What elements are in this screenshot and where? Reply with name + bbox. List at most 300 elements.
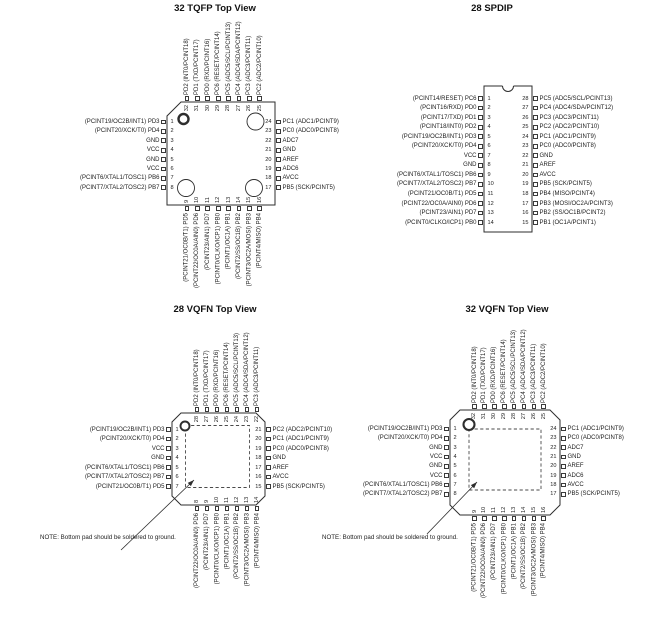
spdip28-pin-11-square [478, 192, 483, 197]
spdip28-pin-2-number: 2 [487, 105, 491, 112]
vqfn28-pin-11-number: 11 [224, 496, 230, 503]
tqfp32-pin-2-square [161, 129, 166, 134]
vqfn28-pin-11-square [225, 506, 230, 511]
tqfp32-pin-11-number: 11 [204, 196, 211, 203]
tqfp32-pin-24-number: 24 [265, 119, 272, 125]
tqfp32-pin-31-label: PD1 (TXD/PCINT17) [194, 38, 201, 95]
spdip28-pin-12-label: (PCINT22/OC0A/AIN0) PD6 [401, 200, 477, 207]
spdip28-pin-20-square [533, 173, 538, 178]
spdip28-pin-24-number: 24 [522, 133, 529, 140]
spdip28-pin-13-square [478, 211, 483, 216]
vqfn32-pin-2-label: (PCINT20/XCK/T0) PD4 [377, 435, 443, 442]
spdip28-pin-1-label: (PCINT14/RESET) PC6 [412, 95, 477, 102]
spdip28-pin-21-number: 21 [522, 162, 529, 169]
vqfn28-pin-20-number: 20 [255, 436, 262, 442]
vqfn32-pin-30-number: 30 [491, 412, 498, 419]
spdip28-pin-24-label: PC1 (ADC1/PCINT9) [539, 133, 596, 140]
vqfn32-pin-32-square [472, 404, 477, 409]
tqfp32-pin-19-square [276, 167, 281, 172]
spdip28-pin-28-square [533, 96, 538, 101]
vqfn32-pin-12-square [502, 516, 507, 521]
spdip28-pin-7-label: VCC [463, 152, 477, 159]
spdip28-pin-20-label: AVCC [539, 171, 556, 178]
spdip28-pin-18-label: PB4 (MISO/PCINT4) [539, 191, 595, 197]
vqfn28-pin-23-label: PC4 (ADC4/SDA/PCINT12) [244, 331, 250, 406]
tqfp32-pin-7-label: (PCINT6/XTAL1/TOSC1) PB6 [80, 175, 160, 182]
vqfn28-pin-16-label: AVCC [272, 474, 289, 480]
spdip28-pin-16-number: 16 [522, 210, 529, 217]
tqfp32-pin-17-label: PB5 (SCK/PCINT5) [282, 184, 335, 191]
vqfn32-pin-31-number: 31 [481, 412, 488, 419]
spdip28-pin-4-number: 4 [487, 124, 491, 131]
tqfp32-pin-11-label: (PCINT23/AIN1) PD7 [204, 212, 211, 270]
spdip28-pin-7-number: 7 [487, 152, 491, 159]
tqfp32-pin-13-number: 13 [225, 196, 232, 203]
tqfp32-pin-1-label: (PCINT19/OC2B/INT1) PD3 [84, 119, 160, 125]
vqfn32-pin-18-label: AVCC [567, 482, 584, 489]
tqfp32-pin-8-label: (PCINT7/XTAL2/TOSC2) PB7 [80, 184, 160, 191]
vqfn32-pin-11-label: (PCINT23/AIN1) PD7 [491, 522, 498, 580]
vqfn28-pin-18-square [266, 456, 271, 461]
spdip28-pin-12-number: 12 [487, 200, 494, 207]
tqfp32-pin-30-number: 30 [204, 104, 211, 111]
tqfp32-pin-29-square [216, 96, 221, 101]
vqfn32-pin-11-number: 11 [491, 506, 498, 513]
vqfn28-pin-5-number: 5 [175, 464, 179, 471]
spdip28-pin-25-square [533, 125, 538, 130]
spdip28-pin-13-number: 13 [487, 210, 494, 217]
tqfp32-pin-8-square [161, 185, 166, 190]
spdip28-pin-20-number: 20 [522, 171, 529, 178]
vqfn32-pin-3-square [444, 445, 449, 450]
vqfn28-pin-15-number: 15 [255, 483, 262, 490]
spdip28-pin-14-square [478, 220, 483, 225]
vqfn28-pin-8-square [195, 506, 200, 511]
vqfn28-pin-19-square [266, 446, 271, 451]
vqfn28-pin-8-label: (PCINT22/OC0A/AIN0) PD6 [194, 512, 200, 588]
vqfn32-pin-7-label: (PCINT6/XTAL1/TOSC1) PB6 [363, 482, 443, 489]
spdip28-pin-22-label: GND [539, 152, 553, 159]
vqfn28-pin-16-number: 16 [255, 474, 262, 480]
tqfp32-pin-1-number: 1 [170, 119, 174, 125]
spdip28-pin-17-label: PB3 (MOSI/OC2A/PCINT3) [539, 200, 613, 207]
tqfp32-pin-10-number: 10 [194, 196, 201, 203]
spdip28-pin-23-square [533, 144, 538, 149]
vqfn32-pin-14-square [522, 516, 527, 521]
tqfp32-pin-5-square [161, 157, 166, 162]
vqfn28-pin-20-label: PC1 (ADC1/PCINT9) [272, 436, 329, 442]
tqfp32-pin-27-label: PC4 (ADC4/SDA/PCINT12) [236, 20, 242, 95]
vqfn28-pin-21-number: 21 [255, 426, 262, 433]
vqfn32-pin-1-number: 1 [453, 426, 457, 432]
spdip28-pin-17-square [533, 201, 538, 206]
vqfn32-pin-4-number: 4 [453, 454, 457, 461]
vqfn32-pin-10-label: (PCINT22/OC0A/AIN0) PD6 [481, 522, 488, 598]
vqfn32-pin-1-square [444, 427, 449, 432]
vqfn32-pin-19-number: 19 [550, 472, 557, 479]
vqfn32-pin-26-label: PC3 (ADC3/PCINT11) [530, 343, 537, 403]
vqfn28-pin1-indicator-circle [181, 422, 190, 431]
tqfp32-pin-15-label: (PCINT3/OC2A/MOSI) PB3 [246, 212, 253, 286]
vqfn32-pin-5-square [444, 464, 449, 469]
spdip28-pin-5-number: 5 [487, 133, 491, 140]
vqfn28-pin-12-number: 12 [234, 496, 240, 503]
vqfn32-pin-25-square [541, 404, 546, 409]
vqfn32-pin-32-label: PD2 (INT0/PCINT18) [471, 345, 478, 403]
vqfn32-pin-18-square [561, 483, 566, 488]
vqfn32-pin-13-number: 13 [511, 506, 518, 513]
vqfn28-pin-6-number: 6 [175, 474, 179, 480]
vqfn32-pin-17-square [561, 492, 566, 497]
vqfn32-pin-22-square [561, 445, 566, 450]
tqfp32-pin-7-square [161, 176, 166, 181]
spdip28-pin-14-label: (PCINT0/CLKO/ICP1) PB0 [405, 219, 477, 226]
title-28-vqfn: 28 VQFN Top View [173, 304, 257, 315]
vqfn28-pin-15-square [266, 484, 271, 489]
spdip28-pin-6-label: (PCINT20/XCK/T0) PD4 [411, 143, 477, 150]
title-28-spdip: 28 SPDIP [471, 3, 513, 14]
spdip28-pin-8-number: 8 [487, 162, 491, 169]
tqfp32-pin-20-label: AREF [282, 156, 299, 163]
spdip28-pin-26-square [533, 115, 538, 120]
tqfp32-pin-12-label: (PCINT0/CLKO/ICP1) PB0 [215, 212, 222, 284]
tqfp32-pin-2-label: (PCINT20/XCK/T0) PD4 [94, 128, 160, 135]
vqfn28-pin-11-label: (PCINT1/OC1A) PB1 [224, 512, 230, 569]
tqfp32-pin-25-number: 25 [256, 104, 263, 111]
vqfn28-pin-9-number: 9 [204, 499, 210, 503]
tqfp32-pin-27-square [237, 96, 242, 101]
tqfp32-pin-10-label: (PCINT22/OC0A/AIN0) PD6 [194, 212, 201, 288]
tqfp32-pin-8-number: 8 [170, 184, 174, 191]
tqfp32-pin-5-number: 5 [170, 156, 174, 163]
tqfp32-pin-18-label: AVCC [282, 175, 299, 182]
tqfp32-pin-1-square [161, 120, 166, 125]
vqfn32-pin-5-number: 5 [453, 463, 457, 470]
vqfn32-pin-31-label: PD1 (TXD/PCINT17) [481, 346, 488, 403]
vqfn32-pin-10-number: 10 [481, 506, 488, 513]
spdip28-pin-27-square [533, 106, 538, 111]
vqfn32-pin-7-number: 7 [453, 482, 457, 489]
vqfn32-pin-15-number: 15 [530, 506, 537, 513]
tqfp32-pin-19-label: ADC6 [282, 166, 299, 172]
vqfn32-pin-16-number: 16 [540, 506, 547, 513]
spdip28-pin-1-number: 1 [487, 95, 491, 102]
vqfn28-pin-10-label: (PCINT0/CLKO/ICP1) PB0 [214, 512, 220, 584]
tqfp32-pin-6-label: VCC [146, 166, 160, 172]
vqfn32-pin-8-square [444, 492, 449, 497]
vqfn28-pin-4-square [166, 456, 171, 461]
tqfp32-pin-28-square [226, 96, 231, 101]
vqfn32-pin-21-number: 21 [550, 454, 557, 461]
tqfp32-pin-24-label: PC1 (ADC1/PCINT9) [282, 119, 339, 125]
tqfp32-pin1-indicator-circle [179, 114, 189, 124]
vqfn28-pin-14-square [255, 506, 260, 511]
vqfn32-pin-27-number: 27 [521, 412, 527, 419]
tqfp32-pin-14-number: 14 [236, 196, 242, 203]
tqfp32-pin-3-square [161, 138, 166, 143]
vqfn32-pin-6-label: VCC [429, 472, 443, 479]
vqfn32-solder-note: NOTE: Bottom pad should be soldered to ground. [322, 534, 458, 541]
tqfp32-pin-32-number: 32 [184, 104, 190, 111]
spdip28-pin-9-label: (PCINT6/XTAL1/TOSC1) PB6 [397, 171, 477, 178]
vqfn32-pin-10-square [482, 516, 487, 521]
vqfn32-pin-22-number: 22 [550, 444, 557, 451]
spdip28-pin-27-number: 27 [522, 105, 529, 112]
tqfp32-pin-26-number: 26 [246, 104, 253, 111]
spdip28-pin-15-label: PB1 (OC1A/PCINT1) [539, 219, 596, 226]
vqfn28-pin-12-square [235, 506, 240, 511]
vqfn28-pin-21-square [266, 427, 271, 432]
vqfn32-pin-1-label: (PCINT19/OC2B/INT1) PD3 [367, 426, 443, 432]
spdip28-pin-19-square [533, 182, 538, 187]
tqfp32-pin-28-number: 28 [225, 104, 232, 111]
vqfn32-pin-6-square [444, 473, 449, 478]
tqfp32-pin-29-label: PC6 (RESET/PCINT14) [215, 30, 222, 95]
vqfn28-pin-27-number: 27 [204, 415, 210, 422]
vqfn32-pin-28-number: 28 [511, 412, 518, 419]
spdip28-pin-4-label: (PCINT18/INT0) PD2 [419, 124, 477, 131]
tqfp32-pin-28-label: PC5 (ADC5/SCL/PCINT13) [225, 21, 232, 95]
vqfn32-pin-16-square [541, 516, 546, 521]
vqfn32-pin-28-label: PC5 (ADC5/SCL/PCINT13) [511, 329, 518, 403]
spdip28-pin-23-number: 23 [522, 143, 529, 150]
tqfp32-pin-6-square [161, 167, 166, 172]
vqfn28-pin-3-number: 3 [175, 445, 179, 452]
spdip28-pin-6-number: 6 [487, 143, 491, 150]
vqfn32-pin-2-square [444, 436, 449, 441]
vqfn32-pin-13-square [512, 516, 517, 521]
vqfn28-pin-17-number: 17 [255, 464, 262, 471]
vqfn28-pin-22-number: 22 [254, 415, 260, 422]
vqfn28-pin-14-label: (PCINT4/MISO) PB4 [254, 512, 260, 568]
vqfn32-pin-30-label: PD0 (RXD/PCINT16) [491, 346, 498, 403]
title-32-vqfn: 32 VQFN Top View [465, 304, 549, 315]
vqfn32-pin-23-label: PC0 (ADC0/PCINT8) [567, 435, 624, 442]
spdip28-pin-2-label: (PCINT16/RXD) PD0 [420, 105, 477, 112]
tqfp32-pin-10-square [195, 206, 200, 211]
spdip28-pin-15-square [533, 220, 538, 225]
vqfn28-pin-19-number: 19 [255, 445, 262, 452]
vqfn32-pin-2-number: 2 [453, 435, 457, 442]
vqfn28-pin-3-label: VCC [151, 445, 165, 452]
vqfn28-pin-24-square [235, 407, 240, 412]
vqfn28-pin-24-label: PC5 (ADC5/SCL/PCINT13) [234, 332, 240, 406]
tqfp32-pin-11-square [205, 206, 210, 211]
spdip28-pin-26-number: 26 [522, 114, 529, 121]
vqfn32-pin1-indicator-circle [464, 419, 475, 430]
spdip28-pin-19-number: 19 [522, 181, 529, 188]
spdip28-pin-27-label: PC4 (ADC4/SDA/PCINT12) [539, 105, 614, 112]
vqfn32-pin-12-number: 12 [501, 506, 508, 513]
vqfn32-pin-18-number: 18 [550, 482, 557, 489]
vqfn32-pin-23-number: 23 [550, 435, 557, 442]
tqfp32-index-circle-2 [178, 180, 195, 197]
vqfn28-pin-1-square [166, 427, 171, 432]
tqfp32-pin-7-number: 7 [170, 175, 174, 182]
vqfn28-pin-6-label: (PCINT7/XTAL2/TOSC2) PB7 [85, 474, 165, 480]
vqfn28-pin-5-label: (PCINT6/XTAL1/TOSC1) PB6 [85, 464, 165, 471]
vqfn32-pin-12-label: (PCINT0/CLKO/ICP1) PB0 [501, 522, 508, 594]
vqfn32-pin-5-label: GND [429, 463, 443, 470]
tqfp32-pin-23-number: 23 [265, 128, 272, 135]
vqfn32-pin-9-square [472, 516, 477, 521]
vqfn32-pin-13-label: (PCINT1/OC1A) PB1 [511, 522, 518, 579]
vqfn32-pin-21-label: GND [567, 454, 581, 461]
tqfp32-pin-21-square [276, 148, 281, 153]
vqfn32-pin-3-number: 3 [453, 444, 457, 451]
vqfn28-pin-17-label: AREF [272, 464, 289, 471]
vqfn32-pin-14-label: (PCINT2/SS/OC1B) PB2 [521, 522, 527, 589]
tqfp32-pin-2-number: 2 [170, 128, 174, 135]
vqfn28-pin-2-number: 2 [175, 436, 179, 442]
vqfn32-pin-6-number: 6 [453, 472, 457, 479]
tqfp32-pin-26-label: PC3 (ADC3/PCINT11) [246, 35, 253, 95]
vqfn32-pin-24-square [561, 427, 566, 432]
vqfn32-pin-11-square [492, 516, 497, 521]
vqfn28-pin-21-label: PC2 (ADC2/PCINT10) [272, 426, 333, 433]
vqfn32-pin-16-label: (PCINT4/MISO) PB4 [540, 522, 547, 578]
tqfp32-pin-31-square [195, 96, 200, 101]
vqfn32-pin-23-square [561, 436, 566, 441]
title-32-tqfp: 32 TQFP Top View [174, 3, 256, 14]
spdip28-pin-11-number: 11 [487, 191, 494, 197]
vqfn28-pin-13-label: (PCINT3/OC2A/MOSI) PB3 [244, 512, 250, 586]
tqfp32-pin-26-square [247, 96, 252, 101]
vqfn28-pin-26-label: PD0 (RXD/PCINT16) [214, 349, 220, 406]
spdip28-pin-9-number: 9 [487, 171, 491, 178]
vqfn28-pin-7-label: (PCINT21/OC0B/T1) PD5 [95, 483, 165, 490]
vqfn28-pin-26-square [215, 407, 220, 412]
vqfn32-pin-24-number: 24 [550, 426, 557, 432]
tqfp32-pin-3-number: 3 [170, 137, 174, 144]
tqfp32-pin-19-number: 19 [265, 166, 272, 172]
vqfn28-pin-8-number: 8 [194, 499, 200, 503]
tqfp32-index-circle-1 [247, 113, 264, 130]
tqfp32-pin-12-square [216, 206, 221, 211]
tqfp32-pin-17-square [276, 185, 281, 190]
vqfn32-pin-25-number: 25 [540, 412, 547, 419]
spdip28-pin-23-label: PC0 (ADC0/PCINT8) [539, 143, 596, 150]
vqfn32-pin-26-square [532, 404, 537, 409]
spdip28-pin-3-number: 3 [487, 114, 491, 121]
vqfn32-pin-22-label: ADC7 [567, 444, 584, 451]
vqfn32-pin-30-square [492, 404, 497, 409]
spdip28-pin-10-label: (PCINT7/XTAL2/TOSC2) PB7 [397, 181, 477, 188]
vqfn28-pin-23-number: 23 [244, 415, 250, 422]
vqfn28-pin-1-label: (PCINT19/OC2B/INT1) PD3 [89, 426, 165, 433]
vqfn32-pin-20-label: AREF [567, 463, 584, 470]
spdip28-pin-26-label: PC3 (ADC3/PCINT11) [539, 114, 599, 121]
tqfp32-pin-25-label: PC2 (ADC2/PCINT10) [256, 34, 263, 95]
tqfp32-pin-13-square [226, 206, 231, 211]
vqfn32-pin-4-label: VCC [429, 454, 443, 461]
vqfn28-pin-17-square [266, 465, 271, 470]
tqfp32-pin-16-square [257, 206, 262, 211]
spdip28-pin-6-square [478, 144, 483, 149]
spdip28-pin-14-number: 14 [487, 219, 494, 226]
tqfp32-pin-5-label: GND [146, 156, 160, 163]
spdip28-pin-19-label: PB5 (SCK/PCINT5) [539, 181, 592, 188]
vqfn32-pin-4-square [444, 455, 449, 460]
vqfn32-pin-29-label: PC6 (RESET/PCINT14) [501, 338, 508, 403]
vqfn32-pin-29-square [502, 404, 507, 409]
tqfp32-pin-9-label: (PCINT21/OC0B/T1) PD5 [184, 212, 190, 282]
spdip28-pin-25-label: PC2 (ADC2/PCINT10) [539, 124, 600, 131]
vqfn28-pin-2-label: (PCINT20/XCK/T0) PD4 [99, 436, 165, 442]
vqfn28-pin-26-number: 26 [214, 415, 220, 422]
tqfp32-index-circle-3 [246, 180, 263, 197]
spdip28-pin-1-square [478, 96, 483, 101]
spdip28-pin-21-square [533, 163, 538, 168]
vqfn28-pin-13-square [245, 506, 250, 511]
vqfn28-pin-20-square [266, 437, 271, 442]
tqfp32-pin-24-square [276, 120, 281, 125]
vqfn28-pin-9-label: (PCINT23/AIN1) PD7 [204, 512, 210, 570]
vqfn28-pin-28-square [195, 407, 200, 412]
tqfp32-pin-27-number: 27 [236, 104, 242, 111]
spdip28-pin-3-square [478, 115, 483, 120]
tqfp32-pin-22-square [276, 138, 281, 143]
vqfn32-pin-15-square [532, 516, 537, 521]
vqfn28-pin-1-number: 1 [175, 426, 179, 433]
tqfp32-pin-23-square [276, 129, 281, 134]
tqfp32-pin-21-label: GND [282, 147, 296, 154]
vqfn28-pin-7-square [166, 484, 171, 489]
tqfp32-pin-20-number: 20 [265, 156, 272, 163]
tqfp32-pin-25-square [257, 96, 262, 101]
tqfp32-pin-23-label: PC0 (ADC0/PCINT8) [282, 128, 339, 135]
vqfn32-pin-17-number: 17 [550, 491, 557, 498]
tqfp32-pin-15-number: 15 [246, 196, 253, 203]
vqfn32-pin-21-square [561, 455, 566, 460]
spdip28-pin-8-label: GND [463, 162, 477, 169]
spdip28-pin-7-square [478, 153, 483, 158]
spdip28-pin-8-square [478, 163, 483, 168]
vqfn28-pin-13-number: 13 [244, 496, 250, 503]
spdip28-pin-12-square [478, 201, 483, 206]
vqfn28-pin-4-label: GND [151, 455, 165, 461]
vqfn32-pin-8-label: (PCINT7/XTAL2/TOSC2) PB7 [363, 491, 443, 498]
vqfn28-pin-9-square [205, 506, 210, 511]
vqfn28-pin-15-label: PB5 (SCK/PCINT5) [272, 483, 325, 490]
tqfp32-pin-15-square [247, 206, 252, 211]
spdip28-pin-11-label: (PCINT21/OC0B/T1) PD5 [407, 191, 477, 197]
vqfn32-pin-14-number: 14 [521, 506, 527, 513]
vqfn32-pin-3-label: GND [429, 444, 443, 451]
vqfn28-pin-10-number: 10 [214, 496, 220, 503]
vqfn32-pin-31-square [482, 404, 487, 409]
vqfn28-solder-note: NOTE: Bottom pad should be soldered to ground. [40, 534, 176, 541]
spdip28-pin-18-square [533, 192, 538, 197]
tqfp32-pin-22-label: ADC7 [282, 137, 299, 144]
spdip28-pin-18-number: 18 [522, 191, 529, 197]
vqfn28-pin-22-label: PC3 (ADC3/PCINT11) [254, 346, 260, 406]
tqfp32-pin-13-label: (PCINT1/OC1A) PB1 [225, 212, 232, 269]
vqfn28-pin-18-label: GND [272, 455, 286, 461]
vqfn28-pin-27-label: PD1 (TXD/PCINT17) [204, 349, 210, 406]
vqfn28-pin-12-label: (PCINT2/SS/OC1B) PB2 [234, 512, 240, 579]
tqfp32-pin-29-number: 29 [215, 104, 222, 111]
spdip28-pin-4-square [478, 125, 483, 130]
vqfn32-pin-20-number: 20 [550, 463, 557, 470]
vqfn28-pin-16-square [266, 475, 271, 480]
tqfp32-pin-22-number: 22 [265, 137, 272, 144]
tqfp32-pin-4-label: VCC [146, 147, 160, 154]
vqfn28-pin-7-number: 7 [175, 483, 179, 490]
spdip28-pin-24-square [533, 134, 538, 139]
tqfp32-pin-17-number: 17 [265, 184, 272, 191]
tqfp32-pin-16-label: (PCINT4/MISO) PB4 [256, 212, 263, 268]
